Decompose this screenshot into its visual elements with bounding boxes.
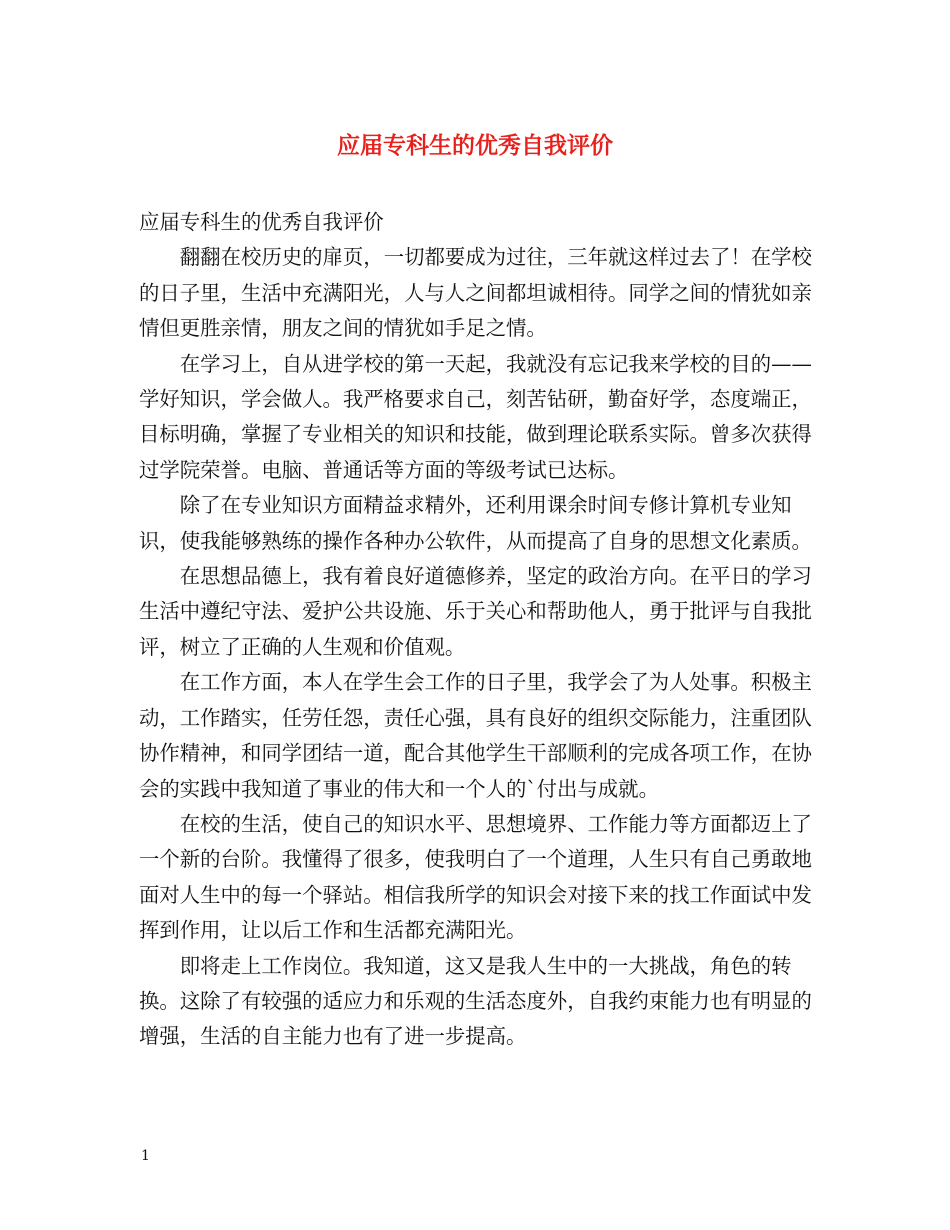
paragraph-2: 在学习上，自从进学校的第一天起，我就没有忘记我来学校的目的——学好知识，学会做人。我严格要求自己，刻苦钻研，勤奋好学，态度端正，目标明确，掌握了专业相关的知识和技能，做到理论联系实际。曾多次获得过学院荣誉。电脑、普通话等方面的等级考试已达标。: [139, 351, 812, 482]
paragraph-5: 在工作方面，本人在学生会工作的日子里，我学会了为人处事。积极主动，工作踏实，任劳任怨，责任心强，具有良好的组织交际能力，注重团队协作精神，和同学团结一道，配合其他学生干部顺利的完成各项工作，在协会的实践中我知道了事业的伟大和一个人的`付出与成就。: [139, 670, 812, 801]
paragraph-3: 除了在专业知识方面精益求精外，还利用课余时间专修计算机专业知识，使我能够熟练的操作各种办公软件，从而提高了自身的思想文化素质。: [139, 493, 812, 553]
document-body: [139, 205, 815, 1055]
paragraph-6: 在校的生活，使自己的知识水平、思想境界、工作能力等方面都迈上了一个新的台阶。我懂得了很多，使我明白了一个道理，人生只有自己勇敢地面对人生中的每一个驿站。相信我所学的知识会对接下来的找工作面试中发挥到作用，让以后工作和生活都充满阳光。: [139, 811, 812, 943]
document-subtitle: 应届专科生的优秀自我评价: [139, 210, 384, 234]
page-number: 1: [141, 1148, 150, 1164]
paragraph-1: 翻翻在校历史的扉页，一切都要成为过往，三年就这样过去了！在学校的日子里，生活中充满阳光，人与人之间都坦诚相待。同学之间的情犹如亲情但更胜亲情，朋友之间的情犹如手足之情。: [139, 245, 812, 341]
paragraph-4: 在思想品德上，我有着良好道德修养，坚定的政治方向。在平日的学习生活中遵纪守法、爱护公共设施、乐于关心和帮助他人，勇于批评与自我批评，树立了正确的人生观和价值观。: [139, 564, 812, 659]
paragraph-7: 即将走上工作岗位。我知道，这又是我人生中的一大挑战，角色的转换。这除了有较强的适应力和乐观的生活态度外，自我约束能力也有明显的增强，生活的自主能力也有了进一步提高。: [139, 953, 812, 1049]
document-title: 应届专科生的优秀自我评价: [337, 133, 613, 159]
